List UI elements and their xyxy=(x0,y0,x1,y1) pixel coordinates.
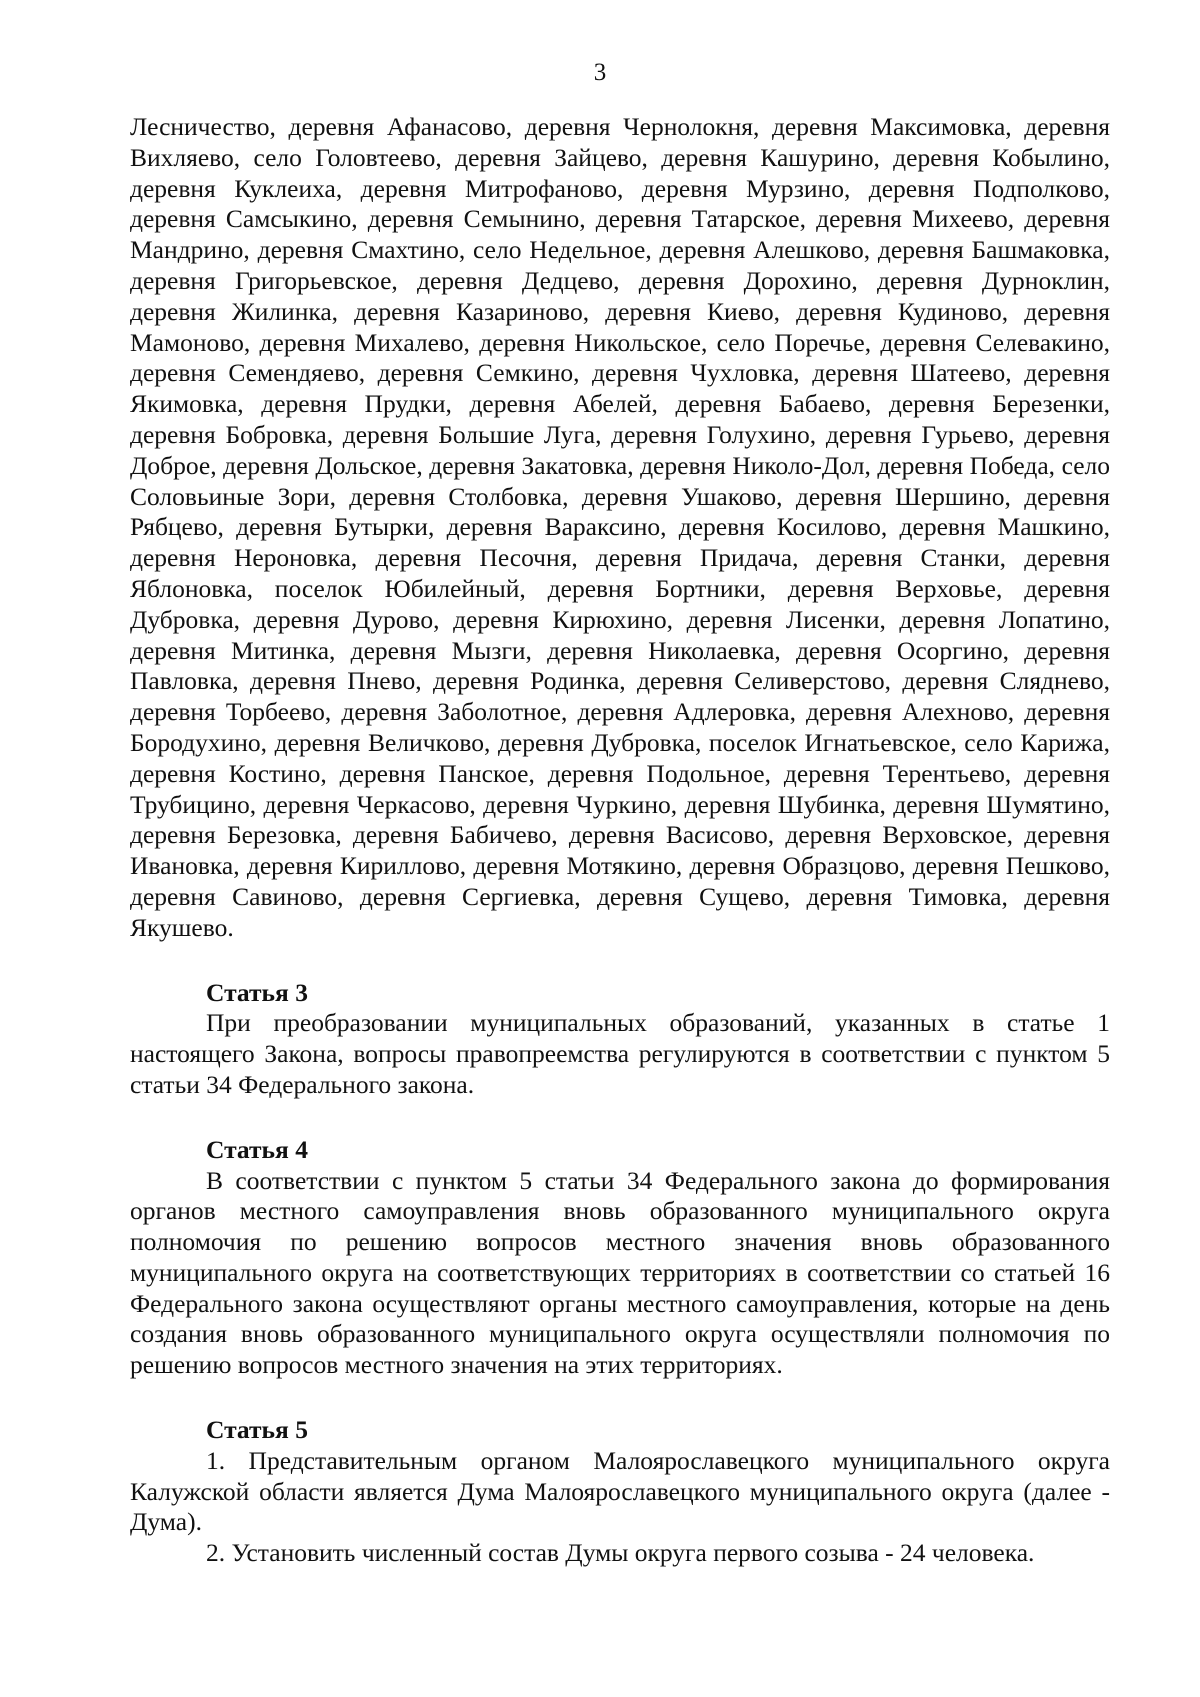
page-number: 3 xyxy=(593,59,607,86)
document-body xyxy=(130,112,1110,1569)
article-heading: Статья 5 xyxy=(206,1415,308,1445)
article-paragraph: 1. Представительным органом Малоярославецкого муниципального округа Калужской области является Дума Малоярославецкого муниципального округа (далее - Дума). xyxy=(130,1445,1110,1537)
article-paragraph: 2. Установить численный состав Думы округа первого созыва - 24 человека. xyxy=(206,1538,1035,1568)
article-4 xyxy=(130,1135,1110,1381)
settlements-list-paragraph: Лесничество, деревня Афанасово, деревня Чернолокня, деревня Максимовка, деревня Вихляево, село Головтеево, деревня Зайцево, деревня Кашурино, деревня Кобылино, деревня Куклеиха, деревня Митрофаново, деревня Мурзино, деревня Подполково, деревня Самсыкино, деревня Семынино, деревня Татарское, деревня Михеево, деревня Мандрино, деревня Смахтино, село Недельное, деревня Алешково, деревня Башмаковка, деревня Григорьевское, деревня Дедцево, деревня Дорохино, деревня Дурноклин, деревня Жилинка, деревня Казариново, деревня Киево, деревня Кудиново, деревня Мамоново, деревня Михалево, деревня Никольское, село Поречье, деревня Селевакино, деревня Семендяево, деревня Семкино, деревня Чухловка, деревня Шатеево, деревня Якимовка, деревня Прудки, деревня Абелей, деревня Бабаево, деревня Березенки, деревня Бобровка, деревня Большие Луга, деревня Голухино, деревня Гурьево, деревня Доброе, деревня Дольское, деревня Закатовка, деревня Николо-Дол, деревня Победа, село Соловьиные Зори, деревня Столбовка, деревня Ушаково, деревня Шершино, деревня Рябцево, деревня Бутырки, деревня Вараксино, деревня Косилово, деревня Машкино, деревня Нероновка, деревня Песочня, деревня Придача, деревня Станки, деревня Яблоновка, поселок Юбилейный, деревня Бортники, деревня Верховье, деревня Дубровка, деревня Дурово, деревня Кирюхино, деревня Лисенки, деревня Лопатино, деревня Митинка, деревня Мызги, деревня Николаевка, деревня Осоргино, деревня Павловка, деревня Пнево, деревня Родинка, деревня Селиверстово, деревня Сляднево, деревня Торбеево, деревня Заболотное, деревня Адлеровка, деревня Алехново, деревня Бородухино, деревня Величково, деревня Дубровка, поселок Игнатьевское, село Карижа, деревня Костино, деревня Панское, деревня Подольное, деревня Терентьево, деревня Трубицино, деревня Черкасово, деревня Чуркино, деревня Шубинка, деревня Шумятино, деревня Березовка, деревня Бабичево, деревня Васисово, деревня Верховское, деревня Ивановка, деревня Кириллово, деревня Мотякино, деревня Образцово, деревня Пешково, деревня Савиново, деревня Сергиевка, деревня Сущево, деревня Тимовка, деревня Якушево. xyxy=(130,112,1110,942)
article-3 xyxy=(130,978,1110,1101)
article-paragraph: При преобразовании муниципальных образований, указанных в статье 1 настоящего Закона, вопросы правопреемства регулируются в соответствии с пунктом 5 статьи 34 Федерального закона. xyxy=(130,1008,1110,1099)
article-heading: Статья 3 xyxy=(206,977,308,1007)
article-paragraph: В соответствии с пунктом 5 статьи 34 Федерального закона до формирования органов местного самоуправления вновь образованного муниципального округа полномочия по решению вопросов местного значения вновь образованного муниципального округа на соответствующих территориях в соответствии со статьей 16 Федерального закона осуществляют органы местного самоуправления, которые на день создания вновь образованного муниципального округа осуществляли полномочия по решению вопросов местного значения на этих территориях. xyxy=(130,1165,1110,1380)
article-5 xyxy=(130,1415,1110,1569)
article-heading: Статья 4 xyxy=(206,1134,308,1164)
